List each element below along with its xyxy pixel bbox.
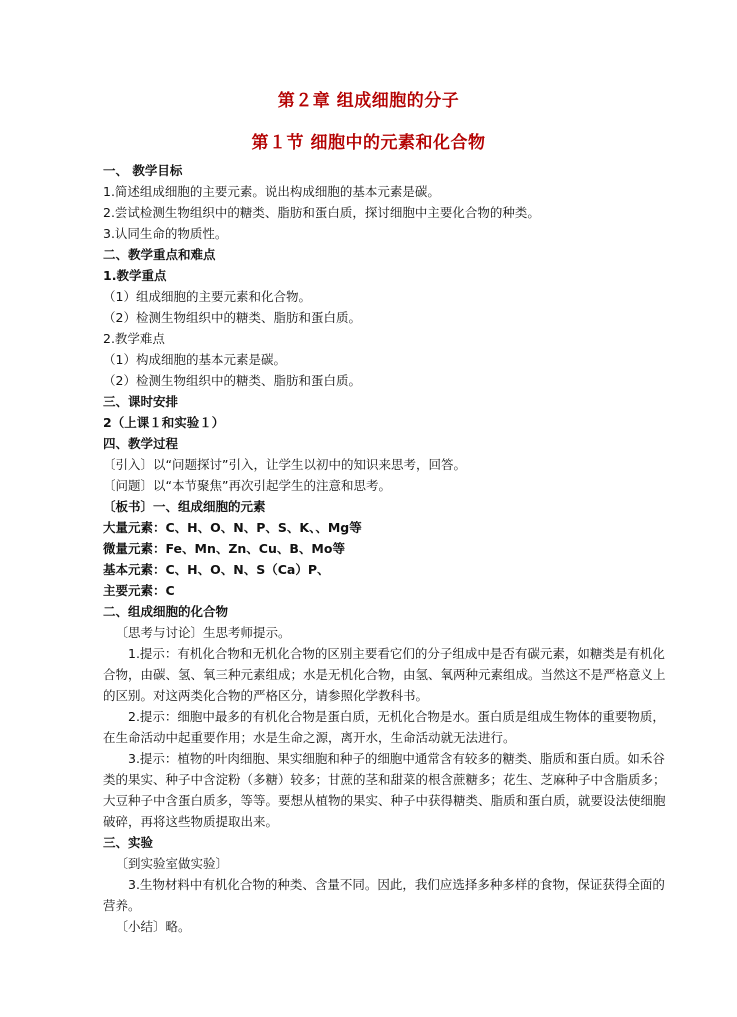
discussion: 〔思考与讨论〕生思考师提示。: [115, 625, 291, 640]
hint-2: 2.提示：细胞中最多的有机化合物是蛋白质，无机化合物是水。蛋白质是组成生物体的重要物质，在生命活动中起重要作用；水是生命之源，离开水，生命活动就无法进行。: [103, 709, 665, 745]
hint-1: 1.提示：有机化合物和无机化合物的区别主要看它们的分子组成中是否有碳元素，如糖类是有机化合物，由碳、氢、氧三种元素组成；水是无机化合物，由氢、氧两种元素组成。当然这不是严格意义上的区别。对这两类化合物的严格区分，请参照化学教科书。: [103, 646, 666, 703]
heading-schedule: 三、课时安排: [103, 394, 179, 409]
section-title: 第１节 细胞中的元素和化合物: [251, 133, 486, 153]
heading-process: 四、教学过程: [103, 436, 179, 451]
difficult-point-1: （1）构成细胞的基本元素是碳。: [103, 352, 286, 367]
difficult-point-2: （2）检测生物组织中的糖类、脂肪和蛋白质。: [103, 373, 361, 388]
hint-3: 3.提示：植物的叶肉细胞、果实细胞和种子的细胞中通常含有较多的糖类、脂质和蛋白质。如禾谷类的果实、种子中含淀粉（多糖）较多；甘蔗的茎和甜菜的根含蔗糖多；花生、芝麻种子中含脂质多；大豆种子中含蛋白质多，等等。要想从植物的果实、种子中获得糖类、脂质和蛋白质，就要设法使细胞破碎，再将这些物质提取出来。: [103, 751, 666, 829]
process-question: 〔问题〕以“本节聚焦”再次引起学生的注意和思考。: [103, 478, 391, 493]
key-point-2: （2）检测生物组织中的糖类、脂肪和蛋白质。: [103, 310, 361, 325]
paragraph-3: 3.生物材料中有机化合物的种类、含量不同。因此，我们应选择多种多样的食物，保证获得全面的营养。: [103, 877, 665, 913]
subheading-difficult: 2.教学难点: [103, 331, 165, 346]
subheading-key: 1.教学重点: [103, 268, 167, 283]
process-intro: 〔引入〕以“问题探讨”引入，让学生以初中的知识来思考，回答。: [103, 457, 466, 472]
element-main: 主要元素：C: [103, 583, 175, 598]
schedule-hours: 2（上课１和实验１）: [103, 415, 225, 430]
element-basic: 基本元素：C、H、O、N、S（Ca）P、: [103, 562, 330, 577]
heading-objectives: 一、 教学目标: [103, 163, 183, 178]
heading-key-points: 二、教学重点和难点: [103, 247, 216, 262]
summary: 〔小结〕略。: [115, 919, 191, 934]
objective-1: 1.简述组成细胞的主要元素。说出构成细胞的基本元素是碳。: [103, 184, 440, 199]
heading-compounds: 二、组成细胞的化合物: [103, 604, 229, 619]
objective-2: 2.尝试检测生物组织中的糖类、脂肪和蛋白质，探讨细胞中主要化合物的种类。: [103, 205, 540, 220]
chapter-title: 第２章 组成细胞的分子: [277, 91, 460, 111]
element-trace: 微量元素：Fe、Mn、Zn、Cu、B、Mo等: [103, 541, 345, 556]
document-body: [103, 160, 669, 937]
process-board: 〔板书〕一、组成细胞的元素: [103, 499, 266, 514]
objective-3: 3.认同生命的物质性。: [103, 226, 228, 241]
lab-note: 〔到实验室做实验〕: [115, 856, 229, 871]
element-major: 大量元素：C、H、O、N、P、S、K、、Mg等: [103, 520, 362, 535]
heading-experiment: 三、实验: [103, 835, 154, 850]
key-point-1: （1）组成细胞的主要元素和化合物。: [103, 289, 311, 304]
